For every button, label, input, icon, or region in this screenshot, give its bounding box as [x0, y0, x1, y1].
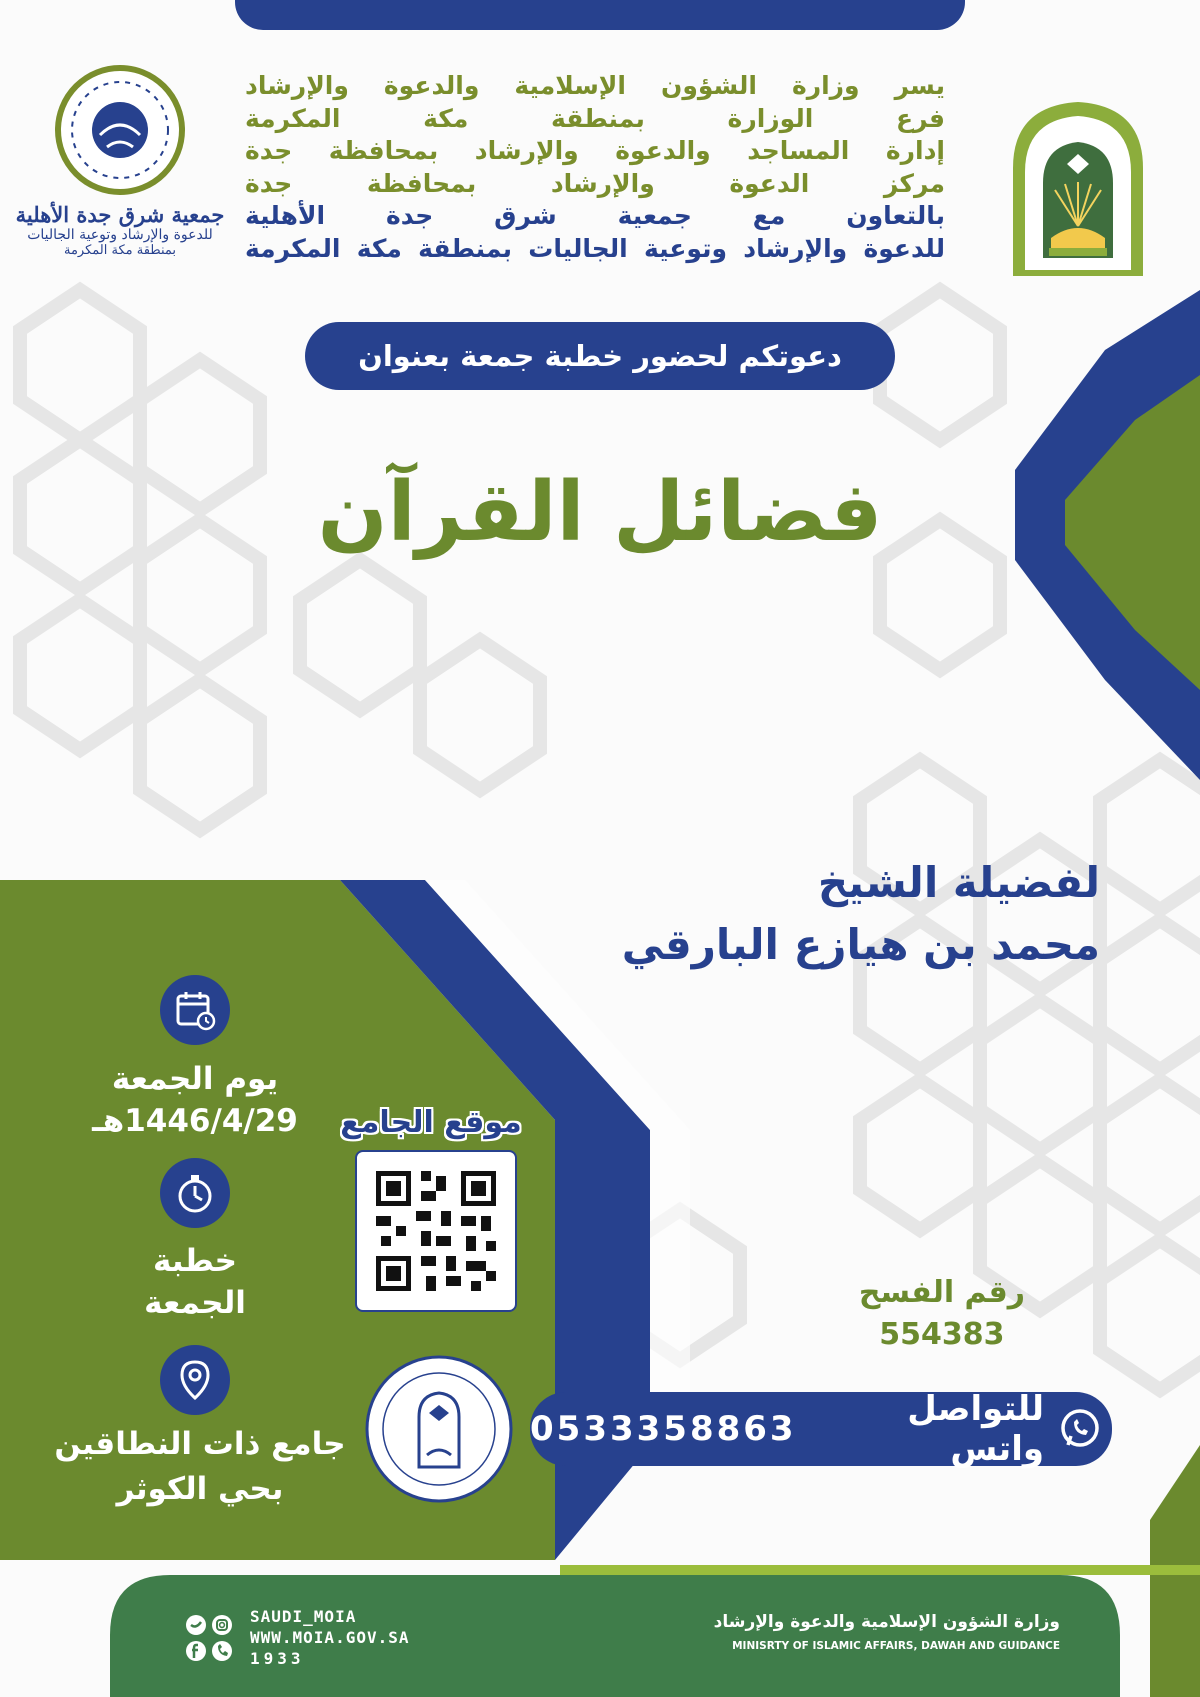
event-place-line1: جامع ذات النطاقين: [54, 1426, 346, 1462]
header-line-4: مركز الدعوة والإرشاد بمحافظة جدة: [245, 168, 945, 198]
instagram-icon: [212, 1615, 232, 1635]
footer-phone[interactable]: 1933: [250, 1649, 305, 1668]
clearance-number: 554383: [879, 1317, 1005, 1352]
association-logo: [15, 65, 225, 290]
footer-ministry-ar: وزارة الشؤون الإسلامية والدعوة والإرشاد: [713, 1612, 1060, 1632]
association-name: جمعية شرق جدة الأهلية: [15, 202, 225, 227]
social-icons: [185, 1613, 233, 1663]
event-date-block: [85, 1058, 305, 1142]
speaker-prefix: لفضيلة الشيخ: [817, 858, 1100, 907]
event-day: يوم الجمعة: [111, 1061, 279, 1097]
whatsapp-icon: [1058, 1406, 1102, 1452]
footer-ministry-en: MINISRTY OF ISLAMIC AFFAIRS, DAWAH AND GUIDANCE: [732, 1640, 1060, 1652]
speaker-name: محمد بن هيازع البارقي: [621, 920, 1100, 969]
footer-website[interactable]: WWW.MOIA.GOV.SA: [250, 1628, 410, 1647]
qr-code-icon: [371, 1166, 501, 1296]
header-line-3: إدارة المساجد والدعوة والإرشاد بمحافظة جدة: [245, 136, 945, 165]
location-pin-icon: [160, 1345, 230, 1415]
header-line-2: فرع الوزارة بمنطقة مكة المكرمة: [245, 103, 945, 133]
whatsapp-number[interactable]: 0533358863: [530, 1409, 797, 1449]
association-subtitle: للدعوة والإرشاد وتوعية الجاليات: [27, 227, 213, 243]
phone-icon: [212, 1641, 232, 1661]
qr-label: موقع الجامع: [340, 1105, 522, 1140]
mosque-location-qr[interactable]: [355, 1150, 517, 1312]
top-bar: [235, 0, 965, 30]
speaker-block: [622, 852, 1100, 976]
ministry-emblem-icon: [1003, 98, 1153, 276]
clearance-label: رقم الفسح: [858, 1275, 1025, 1310]
footer-handle[interactable]: SAUDI_MOIA: [250, 1607, 357, 1626]
header-lines: [245, 70, 945, 265]
clearance-block: [859, 1272, 1025, 1356]
stamp-emblem-icon: [365, 1355, 513, 1503]
event-place-line2: بحي الكوثر: [116, 1471, 284, 1507]
ministry-logo: [1003, 98, 1153, 276]
association-region: بمنطقة مكة المكرمة: [63, 243, 177, 258]
event-type-line1: خطبة: [153, 1243, 237, 1279]
calendar-icon: [160, 975, 230, 1045]
sermon-title: فضائل القرآن: [317, 465, 883, 560]
header-line-6: للدعوة والإرشاد وتوعية الجاليات بمنطقة مكة المكرمة: [245, 233, 945, 263]
center-stamp-logo: [365, 1355, 513, 1503]
event-type-block: [105, 1240, 285, 1324]
whatsapp-label: للتواصل واتس: [907, 1389, 1044, 1469]
whatsapp-contact[interactable]: [530, 1389, 1112, 1469]
event-place-block: [40, 1422, 360, 1512]
header-line-5: بالتعاون مع جمعية شرق جدة الأهلية: [245, 201, 945, 230]
header-line-1: يسر وزارة الشؤون الإسلامية والدعوة والإرشاد: [245, 71, 945, 100]
footer-ministry: [714, 1612, 1060, 1652]
association-emblem-icon: [15, 65, 225, 200]
stopwatch-icon: [160, 1158, 230, 1228]
footer-contacts: [250, 1606, 410, 1669]
invitation-banner: دعوتكم لحضور خطبة جمعة بعنوان: [305, 322, 895, 390]
event-date: 1446/4/29هـ: [92, 1103, 298, 1139]
event-type-line2: الجمعة: [144, 1285, 246, 1321]
